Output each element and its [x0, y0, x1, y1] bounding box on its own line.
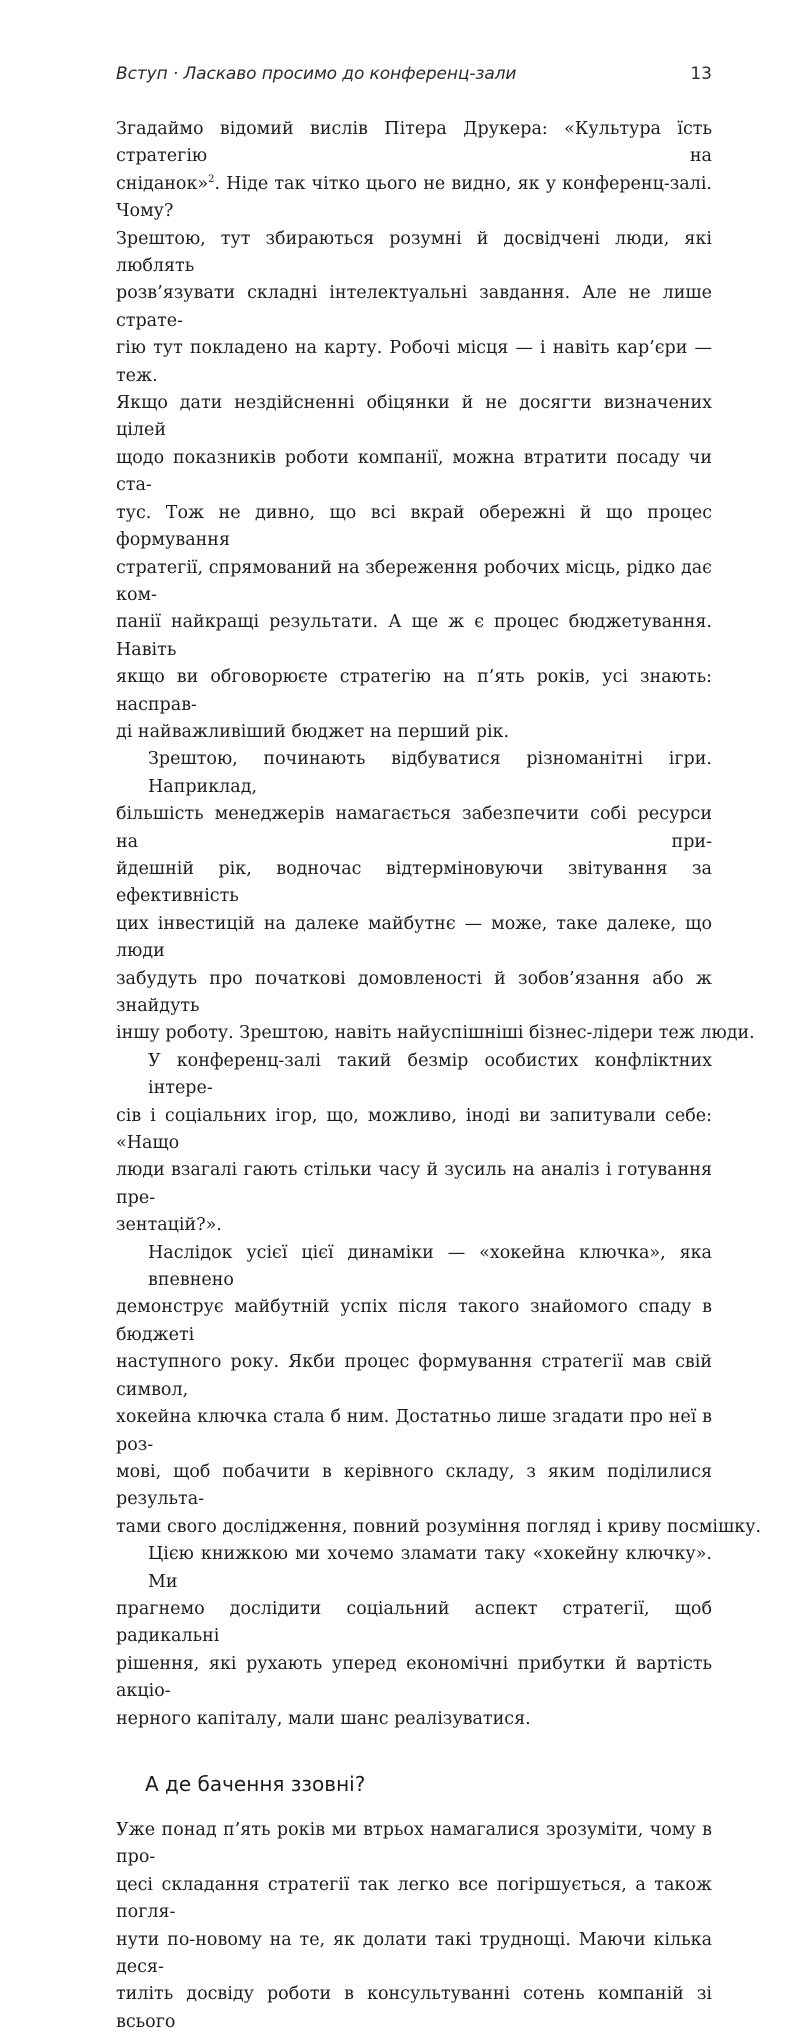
text-line: тус. Тож не дивно, що всі вкрай обережні й що процес формування [116, 502, 712, 551]
text-line: стратегії, спрямований на збереження робочих місць, рідко дає ком- [116, 557, 712, 605]
running-head [116, 62, 712, 90]
text-line: Згадаймо відомий вислів Пітера Друкера: «Культура їсть стратегію на [116, 119, 712, 167]
text-line: тами свого дослідження, повний розуміння погляд і криву посмішку. [116, 1516, 762, 1537]
text-line: нерного капіталу, мали шанс реалізуватися. [116, 1708, 531, 1729]
paragraph-1 [116, 116, 712, 746]
text-line: йдешній рік, водночас відтерміновуючи звітування за ефективність [116, 858, 712, 907]
paragraph-3 [116, 1048, 712, 1240]
text-line: зентацій?». [116, 1215, 222, 1236]
text-line: рішення, які рухають уперед економічні прибутки й вартість акціо- [116, 1653, 712, 1702]
paragraph-2 [116, 746, 755, 1047]
text-line: іншу роботу. Зрештою, навіть найуспішніші бізнес-лідери теж люди. [116, 1023, 755, 1044]
text-segment: . Ніде так чітко цього не видно, як у конференц-залі. Чому? [116, 173, 712, 222]
text-line: люди взагалі гають стільки часу й зусиль на аналіз і готування пре- [116, 1160, 712, 1208]
text-line: розв’язувати складні інтелектуальні завдання. Але не лише страте- [116, 283, 712, 331]
text-line: нути по-новому на те, як долати такі труднощі. Маючи кілька деся- [116, 1929, 712, 1977]
section-heading: А де бачення ззовні? [145, 1771, 366, 1796]
text-line: більшість менеджерів намагається забезпечити собі ресурси на при- [116, 804, 712, 852]
paragraph-4 [116, 1240, 762, 1541]
text-line: сів і соціальних ігор, що, можливо, іноді ви запитували себе: «Нащо [116, 1105, 712, 1154]
text-line: хокейна ключка стала б ним. Достатньо лише згадати про неї в роз- [116, 1407, 712, 1455]
footnote-mark: 2 [208, 173, 215, 185]
text-line: щодо показників роботи компанії, можна втратити посаду чи ста- [116, 447, 712, 496]
paragraph-5 [116, 1541, 712, 1733]
page-number: 13 [690, 64, 712, 84]
text-line: мові, щоб побачити в керівного складу, з яким поділилися результа- [116, 1461, 712, 1510]
text-line: прагнемо дослідити соціальний аспект стратегії, щоб радикальні [116, 1598, 712, 1647]
text-line: ді найважливіший бюджет на перший рік. [116, 721, 510, 742]
paragraph-6 [116, 1817, 712, 2036]
body-text [116, 116, 762, 2036]
text-line: цих інвестицій на далеке майбутнє — може, таке далеке, що люди [116, 913, 712, 962]
text-line: наступного року. Якби процес формування стратегії мав свій символ, [116, 1352, 712, 1400]
text-line: Зрештою, починають відбуватися різноманітні ігри. Наприклад, [148, 749, 712, 797]
text-line: тиліть досвіду роботи в консультуванні сотень компаній зі всього [116, 1984, 712, 2032]
text-line: У конференц-залі такий безмір особистих конфліктних інтере- [148, 1050, 712, 1099]
text-line: якщо ви обговорюєте стратегію на п’ять років, усі знають: насправ- [116, 667, 712, 715]
text-line: гію тут покладено на карту. Робочі місця — і навіть кар’єри — теж. [116, 338, 712, 386]
book-page [116, 62, 762, 2036]
text-segment: сніданок» [116, 173, 209, 194]
text-line: Якщо дати нездійсненні обіцянки й не досягти визначених цілей [116, 393, 712, 441]
running-head-title: Вступ · Ласкаво просимо до конференц-зали [116, 64, 517, 84]
text-line: цесі складання стратегії так легко все погіршується, а також погля- [116, 1874, 712, 1923]
text-line: Уже понад п’ять років ми втрьох намагалися зрозуміти, чому в про- [116, 1819, 712, 1868]
text-line: демонструє майбутній успіх після такого знайомого спаду в бюджеті [116, 1297, 712, 1345]
text-line: панії найкращі результати. А ще ж є процес бюджетування. Навіть [116, 612, 712, 660]
text-line: забудуть про початкові домовленості й зобов’язання або ж знайдуть [116, 968, 712, 1016]
text-line: Наслідок усієї цієї динаміки — «хокейна ключка», яка впевнено [148, 1242, 712, 1291]
text-line: Цією книжкою ми хочемо зламати таку «хокейну ключку». Ми [148, 1544, 712, 1592]
text-line: Зрештою, тут збираються розумні й досвідчені люди, які люблять [116, 228, 712, 277]
text-line [116, 171, 712, 226]
